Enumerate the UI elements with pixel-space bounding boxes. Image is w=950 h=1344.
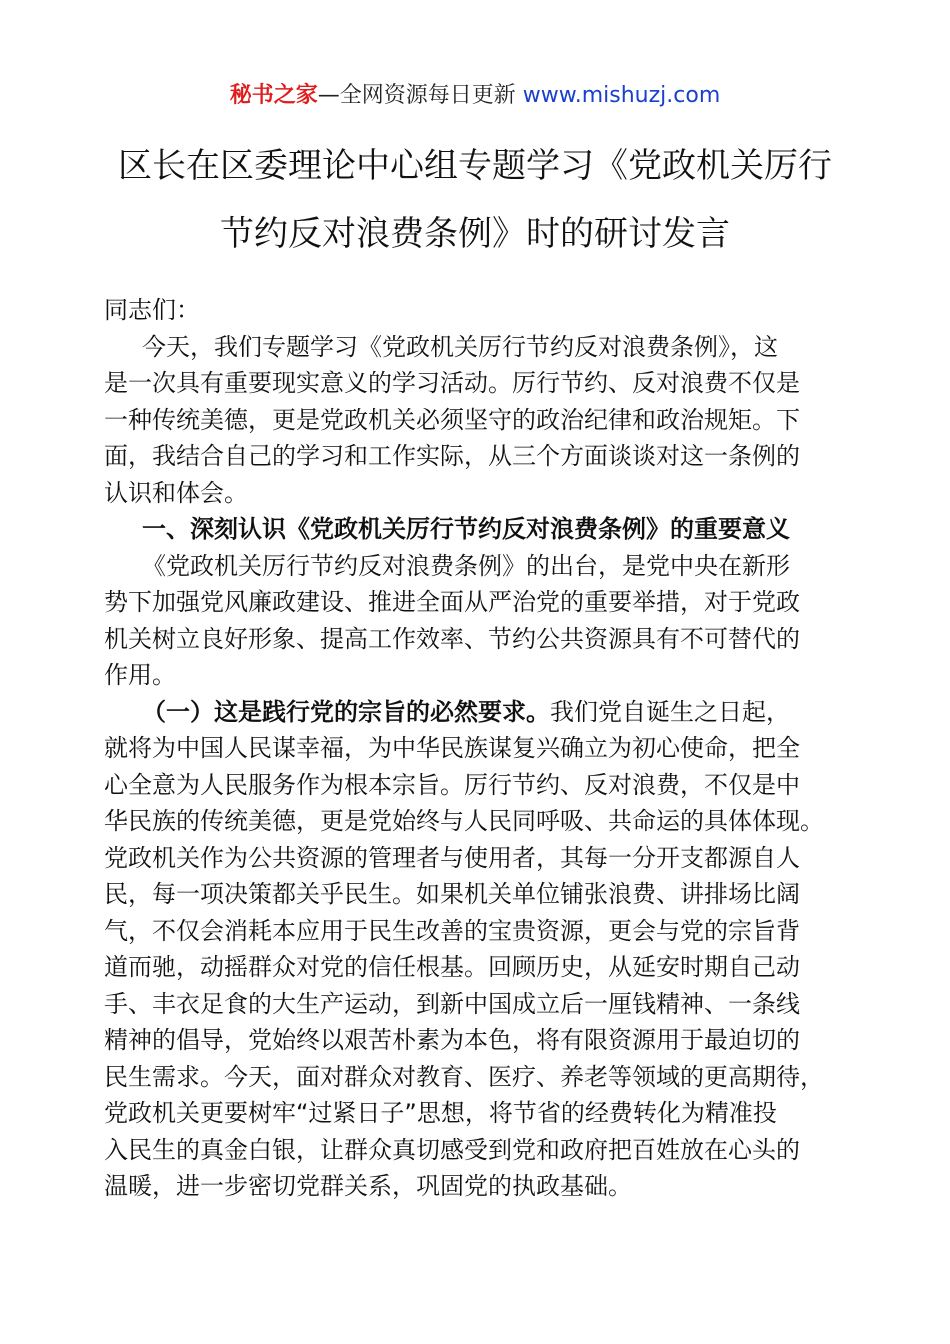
section-heading: 一、深刻认识《党政机关厉行节约反对浪费条例》的重要意义 [142, 515, 790, 543]
header-tagline: —全网资源每日更新 [317, 83, 523, 108]
paragraph-line: 民生需求。今天，面对群众对教育、医疗、养老等领域的更高期待， [104, 1062, 824, 1091]
paragraph-line: 一种传统美德，更是党政机关必须坚守的政治纪律和政治规矩。下 [104, 405, 800, 434]
paragraph-line: 心全意为人民服务作为根本宗旨。厉行节约、反对浪费，不仅是中 [104, 770, 800, 799]
site-header [0, 80, 950, 112]
document-title-line-1: 区长在区委理论中心组专题学习《党政机关厉行 [118, 146, 832, 186]
paragraph-line: 道而驰，动摇群众对党的信任根基。回顾历史，从延安时期自己动 [104, 953, 800, 981]
paragraph-line: 民，每一项决策都关乎民生。如果机关单位铺张浪费、讲排场比阔 [104, 880, 800, 908]
paragraph-line: 认识和体会。 [104, 478, 248, 507]
site-url-link[interactable]: www.mishuzj.com [522, 83, 721, 108]
brand-name: 秘书之家 [229, 83, 318, 108]
paragraph-line: 党政机关更要树牢“过紧日子”思想，将节省的经费转化为精准投 [104, 1099, 777, 1127]
paragraph-line: 精神的倡导，党始终以艰苦朴素为本色，将有限资源用于最迫切的 [104, 1026, 800, 1054]
paragraph-line: 作用。 [104, 661, 176, 689]
document-body [104, 292, 874, 1205]
paragraph-line: 气，不仅会消耗本应用于民生改善的宝贵资源，更会与党的宗旨背 [104, 916, 800, 945]
paragraph-text: 我们党自诞生之日起， [550, 697, 790, 726]
paragraph-line: 党政机关作为公共资源的管理者与使用者，其每一分开支都源自人 [104, 843, 800, 872]
paragraph-line: 今天，我们专题学习《党政机关厉行节约反对浪费条例》，这 [142, 332, 778, 361]
paragraph-line: 就将为中国人民谋幸福，为中华民族谋复兴确立为初心使命，把全 [104, 734, 800, 762]
paragraph-line: 温暖，进一步密切党群关系，巩固党的执政基础。 [104, 1172, 632, 1200]
paragraph-line: 《党政机关厉行节约反对浪费条例》的出台，是党中央在新形 [142, 551, 790, 580]
paragraph-line [104, 694, 874, 731]
paragraph-line: 手、丰衣足食的大生产运动，到新中国成立后一厘钱精神、一条线 [104, 989, 800, 1018]
subsection-heading: （一）这是践行党的宗旨的必然要求。 [142, 697, 550, 726]
paragraph-line: 入民生的真金白银，让群众真切感受到党和政府把百姓放在心头的 [104, 1135, 800, 1164]
paragraph-line: 面，我结合自己的学习和工作实际，从三个方面谈谈对这一条例的 [104, 442, 800, 470]
paragraph-line: 势下加强党风廉政建设、推进全面从严治党的重要举措，对于党政 [104, 588, 800, 616]
paragraph-line: 是一次具有重要现实意义的学习活动。厉行节约、反对浪费不仅是 [104, 369, 800, 397]
document-title-line-2: 节约反对浪费条例》时的研讨发言 [220, 214, 730, 254]
paragraph-line: 机关树立良好形象、提高工作效率、节约公共资源具有不可替代的 [104, 624, 800, 653]
salutation: 同志们： [104, 296, 200, 324]
paragraph-line: 华民族的传统美德，更是党始终与人民同呼吸、共命运的具体体现。 [104, 807, 824, 835]
